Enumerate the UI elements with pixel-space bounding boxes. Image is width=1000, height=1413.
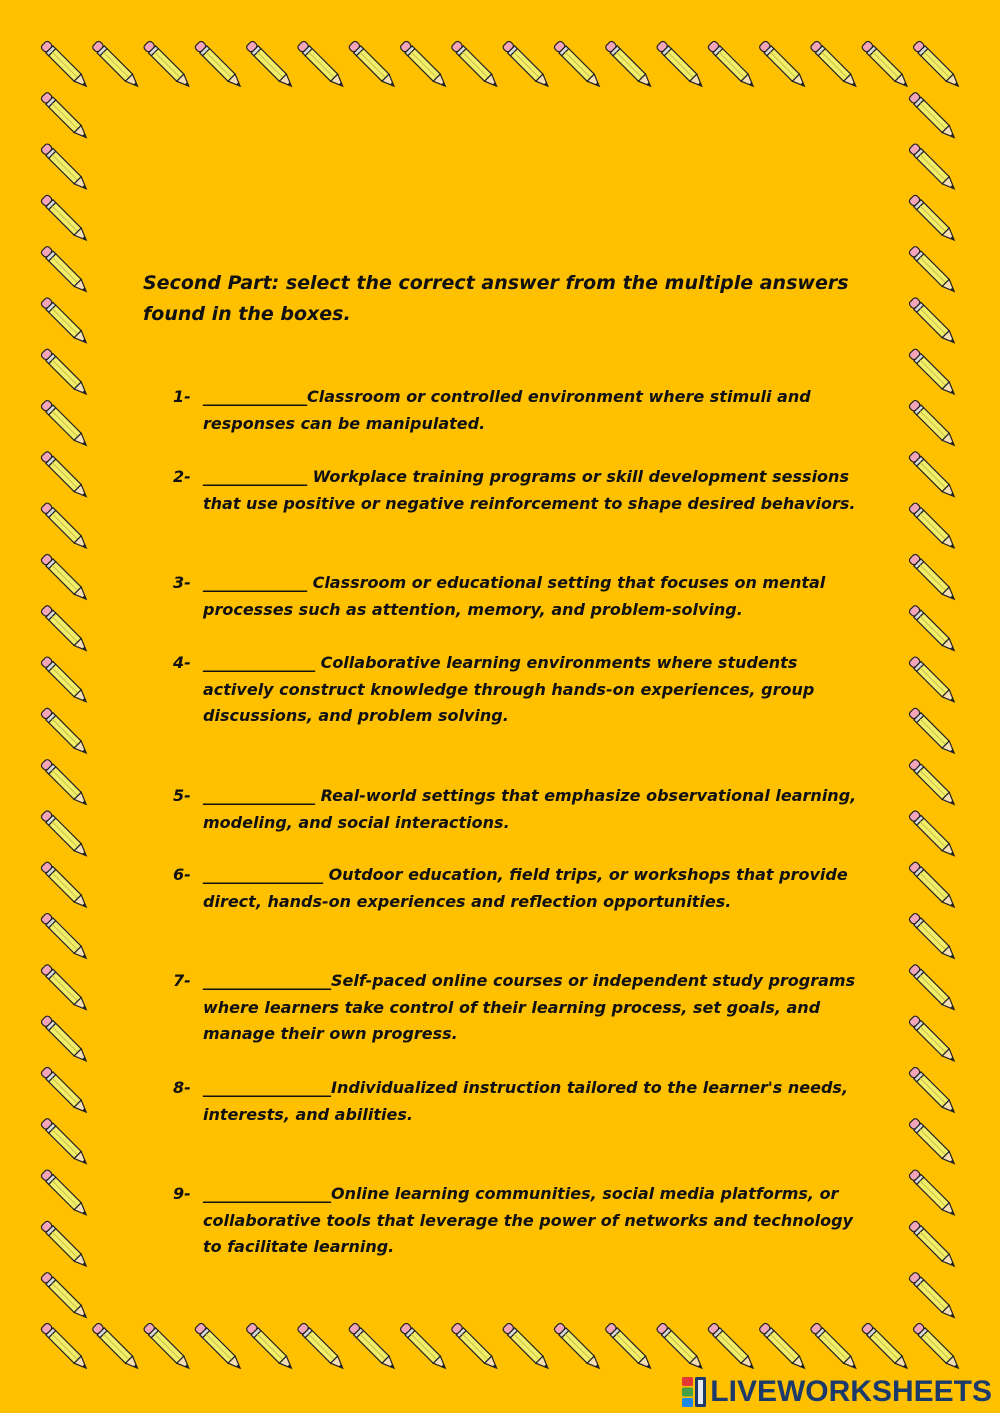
liveworksheets-footer[interactable]	[681, 1374, 992, 1410]
question-number: 3-	[173, 573, 191, 592]
pencil-icon	[502, 40, 551, 89]
pencil-icon	[908, 451, 957, 500]
pencil-icon	[908, 810, 957, 859]
pencil-icon	[40, 245, 89, 294]
question-number: 8-	[173, 1078, 191, 1097]
question-number: 4-	[173, 653, 191, 672]
pencil-icon	[451, 40, 500, 89]
pencil-icon	[908, 502, 957, 551]
pencil-icon	[502, 1322, 551, 1371]
question-text: ______________ Collaborative learning environments where students actively construct knowledge through hands-on experiences, group discussions, and problem solving.	[203, 653, 815, 725]
pencil-icon	[908, 245, 957, 294]
question-text: _____________ Workplace training programs or skill development sessions that use positive or negative reinforcement to shape desired behaviors.	[203, 467, 856, 513]
pencil-icon	[908, 297, 957, 346]
pencil-icon	[40, 758, 89, 807]
pencil-icon	[908, 348, 957, 397]
pencil-icon	[908, 1118, 957, 1167]
question-item	[173, 570, 873, 623]
pencil-icon	[908, 92, 957, 141]
question-number: 2-	[173, 467, 191, 486]
pencil-icon	[908, 1220, 957, 1269]
pencil-icon	[553, 1322, 602, 1371]
pencil-icon	[40, 964, 89, 1013]
question-item	[173, 384, 873, 437]
pencil-icon	[908, 553, 957, 602]
pencil-icon	[40, 1322, 89, 1371]
pencil-icon	[908, 656, 957, 705]
pencil-icon	[40, 1015, 89, 1064]
pencil-icon	[861, 1322, 910, 1371]
pencil-icon	[40, 297, 89, 346]
pencil-icon	[908, 912, 957, 961]
pencil-icon	[707, 40, 756, 89]
pencil-icon	[245, 1322, 294, 1371]
pencil-icon	[908, 399, 957, 448]
question-item	[173, 862, 873, 915]
pencil-icon	[656, 40, 705, 89]
question-item	[173, 1181, 873, 1261]
pencil-icon	[297, 1322, 346, 1371]
question-number: 9-	[173, 1184, 191, 1203]
pencil-icon	[605, 1322, 654, 1371]
pencil-icon	[40, 810, 89, 859]
pencil-icon	[553, 40, 602, 89]
pencil-icon	[399, 1322, 448, 1371]
pencil-icon	[40, 451, 89, 500]
pencil-icon	[656, 1322, 705, 1371]
pencil-icon	[348, 40, 397, 89]
pencil-icon	[451, 1322, 500, 1371]
question-text: _______________ Outdoor education, field trips, or workshops that provide direct, hands-on experiences and reflection opportunities.	[203, 865, 848, 911]
pencil-icon	[40, 399, 89, 448]
pencil-icon	[194, 40, 243, 89]
question-item	[173, 783, 873, 836]
pencil-icon	[912, 1322, 961, 1371]
pencil-icon	[348, 1322, 397, 1371]
question-text: ________________Individualized instruction tailored to the learner's needs, interests, and abilities.	[203, 1078, 849, 1124]
pencil-icon	[399, 40, 448, 89]
liveworksheets-brand: LIVEWORKSHEETS	[710, 1375, 992, 1408]
pencil-icon	[92, 40, 141, 89]
pencil-icon	[908, 194, 957, 243]
pencil-icon	[40, 1271, 89, 1320]
question-text: ________________Self-paced online courses or independent study programs where learners take control of their learning process, set goals, and manage their own progress.	[203, 971, 856, 1043]
pencil-icon	[908, 861, 957, 910]
question-number: 1-	[173, 387, 191, 406]
pencil-icon	[908, 1271, 957, 1320]
pencil-icon	[810, 1322, 859, 1371]
question-item	[173, 1075, 873, 1128]
question-item	[173, 464, 873, 517]
pencil-icon	[908, 1066, 957, 1115]
pencil-icon	[40, 1169, 89, 1218]
pencil-icon	[908, 758, 957, 807]
pencil-icon	[758, 1322, 807, 1371]
pencil-icon	[245, 40, 294, 89]
question-item	[173, 650, 873, 730]
pencil-icon	[40, 861, 89, 910]
pencil-icon	[40, 194, 89, 243]
question-item	[173, 968, 873, 1048]
pencil-icon	[40, 1066, 89, 1115]
pencil-icon	[40, 605, 89, 654]
pencil-icon	[707, 1322, 756, 1371]
question-text: ______________ Real-world settings that emphasize observational learning, modeling, and social interactions.	[203, 786, 857, 832]
pencil-icon	[40, 1118, 89, 1167]
pencil-icon	[912, 40, 961, 89]
pencil-icon	[92, 1322, 141, 1371]
question-text: _____________Classroom or controlled environment where stimuli and responses can be manipulated.	[203, 387, 811, 433]
pencil-icon	[40, 912, 89, 961]
pencil-icon	[908, 964, 957, 1013]
pencil-icon	[861, 40, 910, 89]
pencil-icon	[908, 1015, 957, 1064]
pencil-icon	[143, 1322, 192, 1371]
pencil-icon	[40, 348, 89, 397]
question-number: 7-	[173, 971, 191, 990]
question-text: ________________Online learning communities, social media platforms, or collaborative tools that leverage the power of networks and technology to facilitate learning.	[203, 1184, 853, 1256]
pencil-icon	[297, 40, 346, 89]
liveworksheets-logo-icon	[681, 1376, 707, 1408]
pencil-icon	[40, 92, 89, 141]
pencil-icon	[40, 143, 89, 192]
pencil-icon	[40, 1220, 89, 1269]
question-number: 6-	[173, 865, 191, 884]
pencil-icon	[40, 553, 89, 602]
pencil-icon	[605, 40, 654, 89]
pencil-icon	[40, 502, 89, 551]
pencil-icon	[40, 656, 89, 705]
pencil-icon	[758, 40, 807, 89]
pencil-icon	[194, 1322, 243, 1371]
pencil-icon	[40, 707, 89, 756]
pencil-icon	[908, 707, 957, 756]
pencil-icon	[810, 40, 859, 89]
pencil-icon	[908, 605, 957, 654]
pencil-icon	[40, 40, 89, 89]
pencil-icon	[143, 40, 192, 89]
instructions-heading: Second Part: select the correct answer from the multiple answers found in the boxes.	[143, 272, 849, 325]
pencil-icon	[908, 1169, 957, 1218]
question-number: 5-	[173, 786, 191, 805]
pencil-icon	[908, 143, 957, 192]
question-text: _____________ Classroom or educational setting that focuses on mental processes such as attention, memory, and problem-solving.	[203, 573, 826, 619]
